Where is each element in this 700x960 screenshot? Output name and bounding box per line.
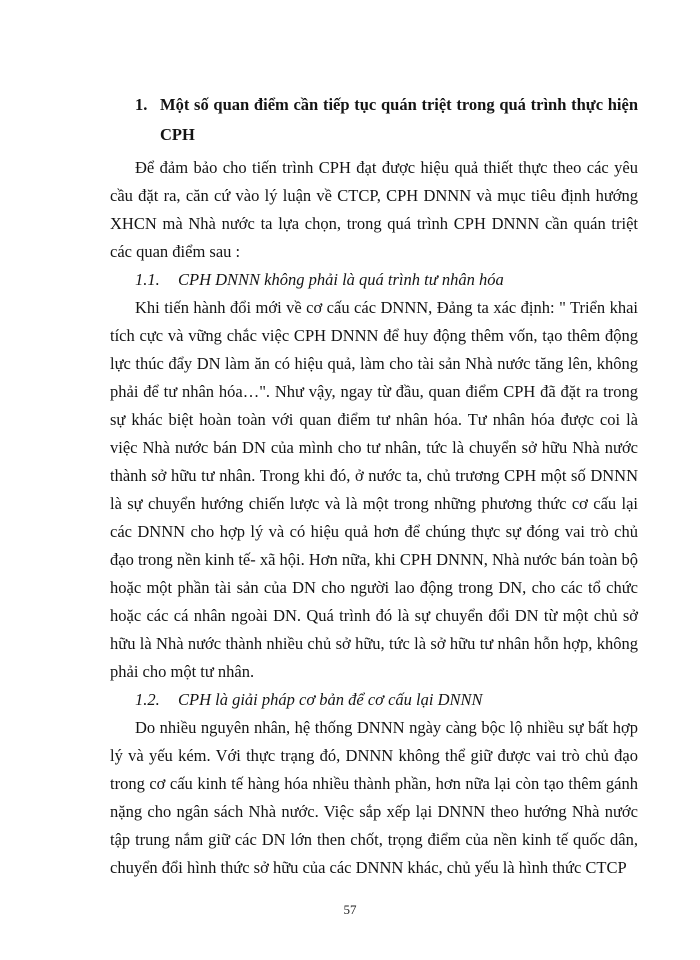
page-number: 57 (343, 902, 357, 917)
subheading-1-2-number: 1.2. (135, 690, 160, 709)
subheading-1-1-number: 1.1. (135, 270, 160, 289)
subheading-1-2-text: CPH là giải pháp cơ bản để cơ cấu lại DNNN (178, 690, 483, 709)
heading-text: Một số quan điểm cần tiếp tục quán triệt trong quá trình thực hiện CPH (160, 95, 638, 144)
section-heading (110, 90, 638, 150)
heading-number: 1. (135, 95, 148, 114)
subheading-1-2 (110, 686, 638, 714)
paragraph-section-1-2: Do nhiều nguyên nhân, hệ thống DNNN ngày càng bộc lộ nhiều sự bất hợp lý và yếu kém. Với thực trạng đó, DNNN không thể giữ được vai trò chủ đạo trong cơ cấu kinh tế hàng hóa nhiều thành phần, hơn nữa lại còn tạo thêm gánh nặng cho ngân sách Nhà nước. Việc sắp xếp lại DNNN theo hướng Nhà nước tập trung nắm giữ các DN lớn then chốt, trọng điểm của nền kinh tế quốc dân, chuyển đổi hình thức sở hữu của các DNNN khác, chủ yếu là hình thức CTCP (110, 718, 638, 877)
paragraph-intro: Để đảm bảo cho tiến trình CPH đạt được hiệu quả thiết thực theo các yêu cầu đặt ra, căn cứ vào lý luận về CTCP, CPH DNNN và mục tiêu định hướng XHCN mà Nhà nước ta lựa chọn, trong quá trình CPH DNNN cần quán triệt các quan điểm sau : (110, 158, 638, 261)
page-content (110, 90, 638, 882)
subheading-1-1 (110, 266, 638, 294)
subheading-1-1-text: CPH DNNN không phải là quá trình tư nhân hóa (178, 270, 504, 289)
paragraph-section-1-1: Khi tiến hành đổi mới về cơ cấu các DNNN, Đảng ta xác định: " Triển khai tích cực và vững chắc việc CPH DNNN để huy động thêm vốn, tạo thêm động lực thúc đẩy DN làm ăn có hiệu quả, làm cho tài sản Nhà nước tăng lên, không phải để tư nhân hóa…". Như vậy, ngay từ đầu, quan điểm CPH đã đặt ra trong sự khác biệt hoàn toàn với quan điểm tư nhân hóa. Tư nhân hóa được coi là việc Nhà nước bán DN của mình cho tư nhân, tức là chuyển sở hữu Nhà nước thành sở hữu tư nhân. Trong khi đó, ở nước ta, chủ trương CPH một số DNNN là sự chuyển hướng chiến lược và là một trong những phương thức cơ cấu lại các DNNN cho hợp lý và có hiệu quả hơn để chúng thực sự đóng vai trò chủ đạo trong nền kinh tế- xã hội. Hơn nữa, khi CPH DNNN, Nhà nước bán toàn bộ hoặc một phần tài sản của DN cho người lao động trong DN, cho các tổ chức hoặc các cá nhân ngoài DN. Quá trình đó là sự chuyển đổi DN từ một chủ sở hữu là Nhà nước thành nhiều chủ sở hữu, tức là sở hữu tư nhân hỗn hợp, không phải cho một tư nhân. (110, 298, 638, 681)
